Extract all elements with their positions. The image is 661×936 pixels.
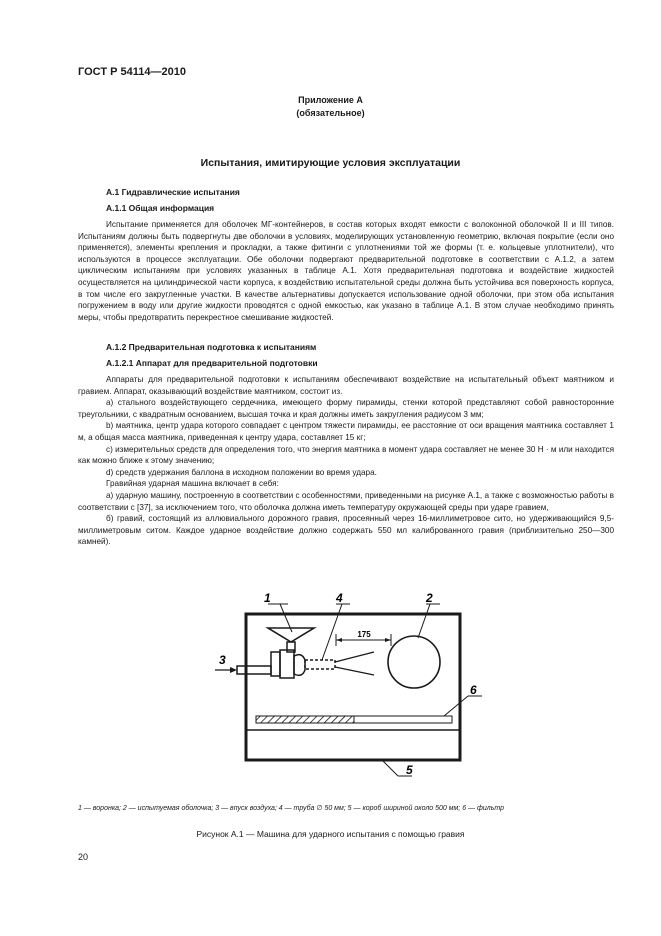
paragraph-text: Гравийная ударная машина включает в себя: — [106, 479, 279, 489]
tube-50mm — [305, 660, 335, 669]
callout-5: 5 — [406, 763, 413, 777]
spray-line-upper — [335, 652, 374, 662]
inlet-flange — [271, 652, 280, 676]
list-item: b) маятника, центр удара которого совпадает с центром тяжести пирамиды, ее расстояние от оси вращения маятника составляет 1 м, а общая масса маятника, приведенная к центру удара, составляет 15 кг; — [78, 421, 614, 442]
callout-1: 1 — [264, 591, 271, 605]
page-number: 20 — [78, 852, 89, 862]
callout-6: 6 — [470, 683, 477, 697]
spray-line-lower — [335, 667, 374, 675]
leader-5 — [382, 760, 398, 776]
callout-4: 4 — [336, 591, 343, 605]
leader-4 — [322, 604, 342, 660]
list-item: с) измерительных средств для определения того, что энергия маятника в момент удара составляет не менее 30 Н · м или находится как можно ближе к этому значению; — [78, 444, 615, 466]
section-a1-heading: А.1 Гидравлические испытания — [106, 187, 240, 197]
test-shell-circle — [388, 636, 440, 688]
section-a121-heading: А.1.2.1 Аппарат для предварительной подготовки — [106, 358, 318, 368]
section-a11-heading: А.1.1 Общая информация — [106, 203, 215, 213]
filter-hatched — [256, 716, 354, 723]
dimension-label: 175 — [357, 630, 371, 639]
list-item: а) ударную машину, построенную в соответствии с особенностями, приведенными на рисунке А.1, а также с возможностью работы в соответствии с [37], за исключением того, что оболочка должна иметь температуру окружающей среды при ударе гравием, — [78, 490, 614, 512]
air-inlet-pipe — [237, 666, 271, 674]
leader-2 — [418, 604, 430, 638]
figure-legend: 1 — воронка; 2 — испытуемая оболочка; 3 — впуск воздуха; 4 — труба ∅ 50 мм; 5 — короб шириной около 500 мм; 6 — фильтр — [78, 805, 505, 812]
leader-6 — [444, 696, 468, 716]
mixer-nozzle — [294, 655, 305, 676]
figure-caption: Рисунок А.1 — Машина для ударного испытания с помощью гравия — [196, 829, 465, 839]
filter-plain — [354, 716, 452, 723]
annex-title: Испытания, имитирующие условия эксплуатации — [200, 157, 461, 169]
dimension-arrow-left — [336, 638, 342, 642]
paragraph-text: Испытание применяется для оболочек МГ-контейнеров, в состав которых входят емкости с волоконной оболочкой II и III типов. Испытаниям должны быть подвергнуты две оболочки в условиях, моделирующих установленную геометрию, включая покрытие (если оно применяется), элементы крепления и прокладки, а также фитинги с уплотнениями той же формы (т. е. кольцевые уплотнители), что используются в процессе эксплуатации. Обе оболочки подвергают предварительной подготовке в соответствии с А.1.2, а затем циклическим испытаниям при условиях указанных в таблице А.1. Хотя предварительная подготовка и воздействие жидкостей осуществляется на цилиндрической части корпуса, к воздействию испытательной среды должна быть устойчива вся поверхность корпуса, в том числе его закругленные участки. В качестве альтернативы допускается использование одной оболочки, при этом оба испытания погружением в воду или другие жидкости проводятся с одной емкостью, как указано в таблице А.1. В этом случае необходимо принять меры, чтобы предотвратить перекрестное смешивание жидкостей. — [78, 220, 614, 322]
paragraph-text: Аппараты для предварительной подготовки к испытаниям обеспечивают воздействие на испытательный объект маятником и гравием. Аппарат, оказывающий воздействие маятником, состоит из. — [78, 375, 614, 396]
callout-3: 3 — [219, 653, 226, 667]
dimension-arrow-right — [385, 638, 391, 642]
list-item: б) гравий, состоящий из аллювиального дорожного гравия, просеянный через 16-миллиметровое сито, но удерживающийся 9,5-миллиметровым ситом. Каждое ударное воздействие должно содержать 550 мл калиброванного гравия (приблизительно 250—300 камней). — [78, 514, 614, 547]
annex-status: (обязательное) — [296, 108, 365, 118]
callout-2: 2 — [426, 591, 433, 605]
list-item: d) средств удержания баллона в исходном положении во время удара. — [106, 467, 377, 477]
annex-label: Приложение А — [298, 95, 363, 105]
air-arrow-head — [230, 667, 237, 673]
box-outline — [246, 614, 460, 760]
document-header: ГОСТ Р 54114—2010 — [78, 66, 186, 78]
section-a12-heading: А.1.2 Предварительная подготовка к испытаниям — [106, 342, 317, 352]
list-item: а) стального воздействующего сердечника, имеющего форму пирамиды, стенки которой представляют собой равносторонние треугольники, с квадратным основанием, высшая точка и края должны иметь закругления радиусом 3 мм; — [78, 398, 614, 419]
mixer-body — [280, 650, 294, 678]
